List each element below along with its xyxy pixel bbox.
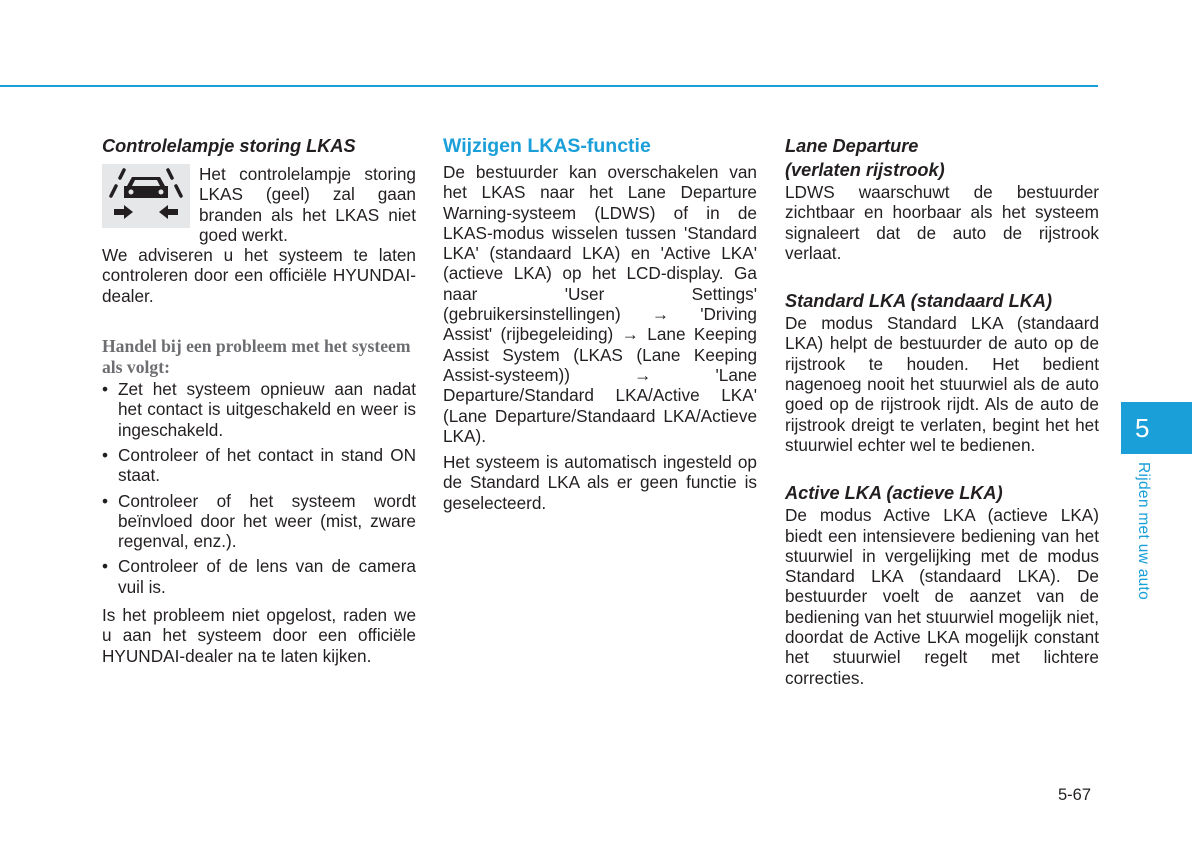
change-lkas-instructions: De bestuurder kan overschakelen van het LKAS naar het Lane Departure Warning-systeem (LDWS) of in de LKAS-modus wisselen tussen 'Standard LKA' (standaard LKA) en 'Active LKA' (actieve LKA) op het LCD-display. Ga naar 'User Settings' (gebruikersinstellingen) → 'Driving Assist' (rijbegeleiding) → Lane Keeping Assist System (LKAS (Lane Keeping Assist-systeem)) → 'Lane Departure/Standard LKA/Active LKA' (Lane Departure/Standaard LKA/Actieve LKA). xyxy=(443,162,757,446)
problem-steps-list xyxy=(102,379,416,597)
closing-advice: Is het probleem niet opgelost, raden we u aan het systeem door een officiële HYUNDAI-dealer na te laten kijken. xyxy=(102,605,416,666)
column-modes xyxy=(785,134,1099,688)
active-lka-heading: Active LKA (actieve LKA) xyxy=(785,483,1003,504)
chapter-number-tab: 5 xyxy=(1121,402,1192,454)
active-lka-description: De modus Active LKA (actieve LKA) biedt een intensievere bediening van het stuurwiel in vergelijking met de modus Standard LKA (standaard LKA). De bestuurder voelt de aanzet van de bediening van het stuurwiel mogelijk niet, doordat de Active LKA mogelijk constant het stuurwiel regelt met lichtere correcties. xyxy=(785,505,1099,688)
page-number: 5-67 xyxy=(1058,786,1092,804)
list-item: • Controleer of de lens van de camera vuil is. xyxy=(102,556,416,597)
list-item: • Controleer of het systeem wordt beïnvloed door het weer (mist, zware regenval, enz.). xyxy=(102,491,416,552)
standard-lka-description: De modus Standard LKA (standaard LKA) helpt de bestuurder de auto op de rijstrook te houden. Het bedient nagenoeg nooit het stuurwiel als de auto goed op de rijstrook rijdt. Als de auto de rijstrook dreigt te verlaten, begint het het stuurwiel echter wel te bedienen. xyxy=(785,313,1099,455)
lkas-warning-heading: Controlelampje storing LKAS xyxy=(102,136,356,156)
lamp-block xyxy=(102,164,416,245)
lane-departure-heading: Lane Departure xyxy=(785,136,919,156)
list-item: • Controleer of het contact in stand ON staat. xyxy=(102,445,416,486)
column-change-lkas xyxy=(443,134,757,513)
header-rule xyxy=(0,85,1098,87)
ldws-description: LDWS waarschuwt de bestuurder zichtbaar en hoorbaar als het systeem signaleert dat de auto de rijstrook verlaat. xyxy=(785,182,1099,263)
dealer-advice: We adviseren u het systeem te laten controleren door een officiële HYUNDAI-dealer. xyxy=(102,245,416,306)
standard-lka-heading: Standard LKA (standaard LKA) xyxy=(785,291,1053,312)
lamp-description: Het controlelampje storing LKAS (geel) zal gaan branden als het LKAS niet goed werkt. xyxy=(199,164,416,245)
lane-departure-subheading: (verlaten rijstrook) xyxy=(785,160,945,180)
problem-subheading: Handel bij een probleem met het systeem als volgt: xyxy=(102,336,411,377)
list-item: • Zet het systeem opnieuw aan nadat het contact is uitgeschakeld en weer is ingeschakeld. xyxy=(102,379,416,440)
change-lkas-heading: Wijzigen LKAS-functie xyxy=(443,135,651,157)
default-mode-note: Het systeem is automatisch ingesteld op de Standard LKA als er geen functie is geselecteerd. xyxy=(443,452,757,513)
lkas-warning-lamp-icon xyxy=(102,164,190,228)
chapter-title: Rijden met uw auto xyxy=(1135,462,1152,601)
column-lkas-warning xyxy=(102,134,416,666)
